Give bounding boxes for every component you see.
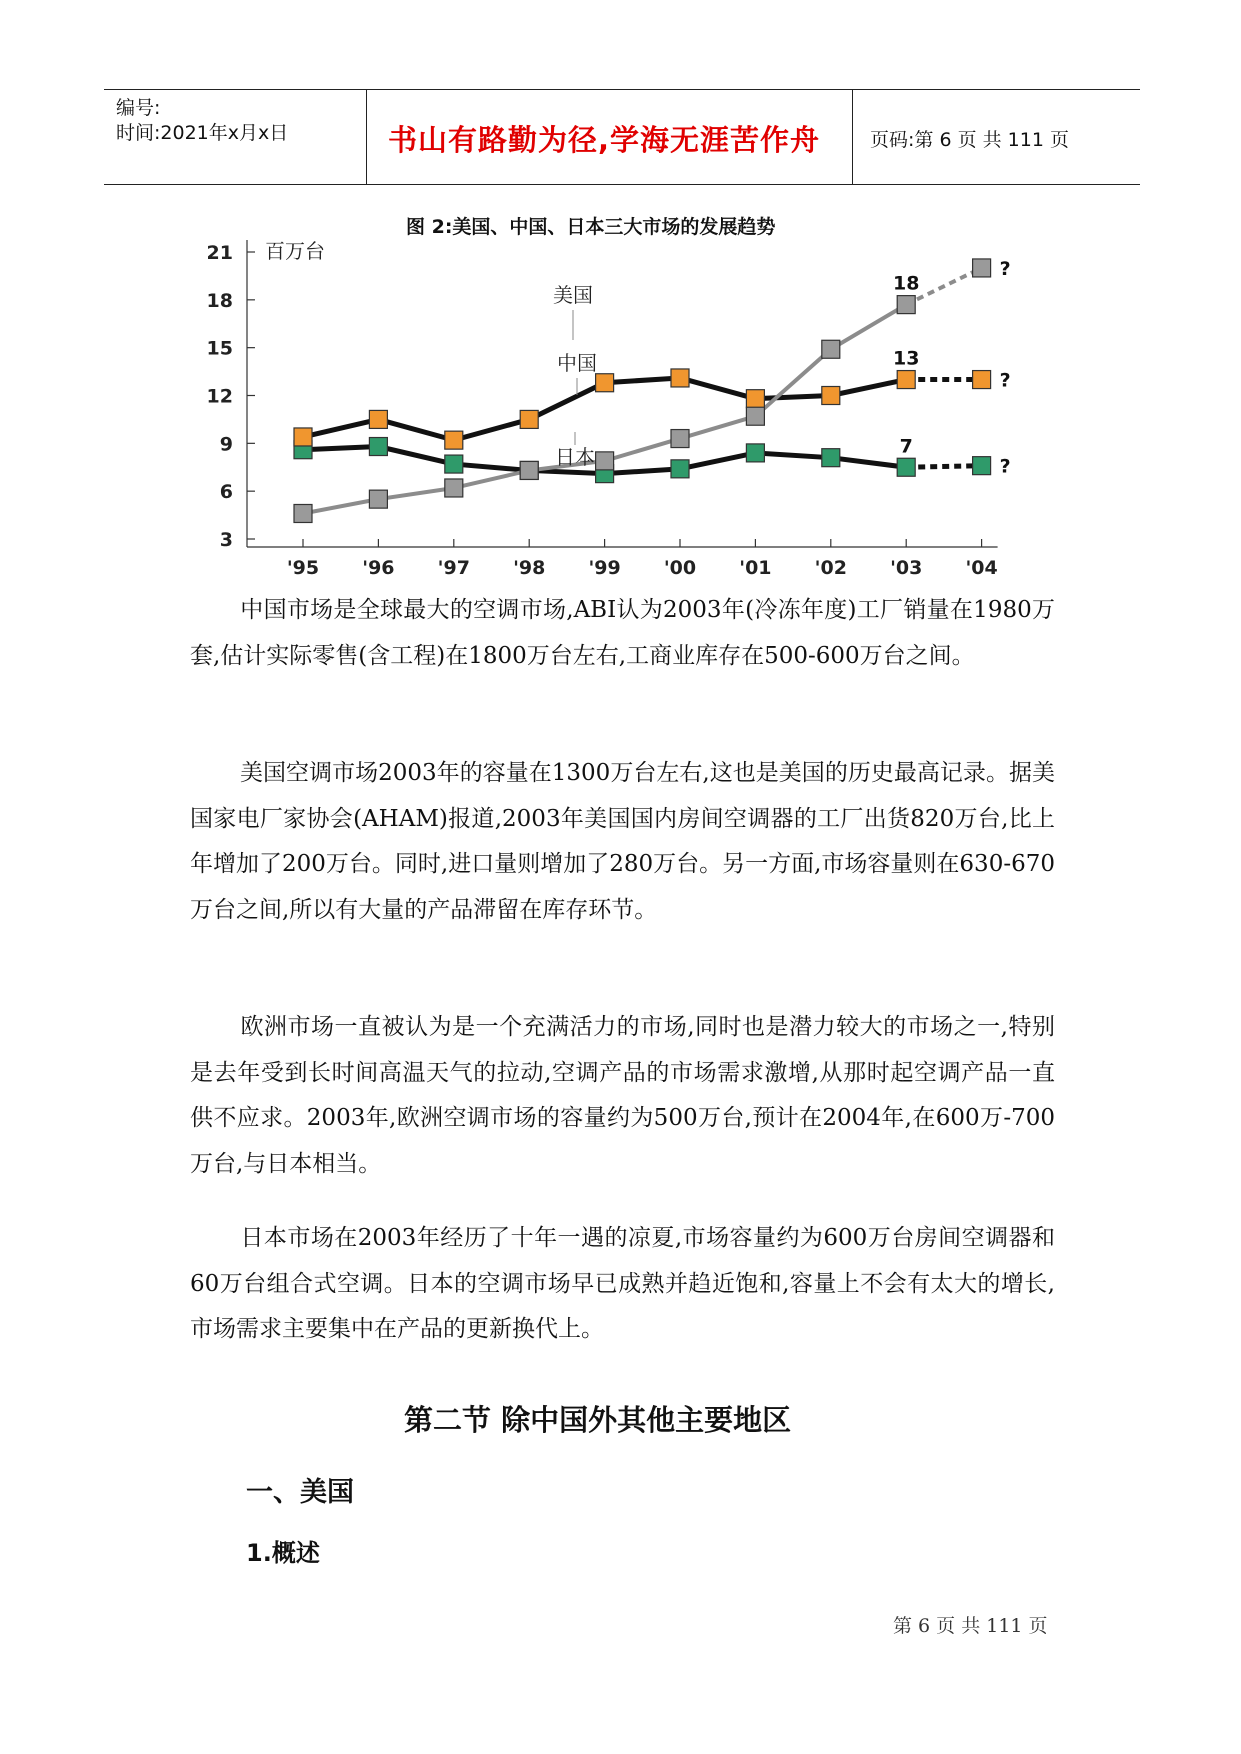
data-point	[822, 387, 840, 405]
y-tick-label: 9	[219, 433, 233, 456]
x-tick-label: '04	[965, 557, 998, 579]
data-label: 18	[892, 272, 920, 295]
data-point	[973, 259, 991, 277]
x-tick-label: '00	[663, 557, 697, 579]
data-point	[897, 458, 915, 476]
data-point	[746, 390, 764, 408]
y-unit-label: 百万台	[265, 239, 325, 263]
header-divider	[852, 90, 853, 184]
data-point	[671, 369, 689, 387]
data-label: 7	[899, 435, 913, 458]
header-number-label: 编号:	[116, 97, 161, 119]
data-point	[671, 430, 689, 448]
paragraph-japan: 日本市场在2003年经历了十年一遇的凉夏,市场容量约为600万台房间空调器和60万台组合式空调。日本的空调市场早已成熟并趋近饱和,容量上不会有太大的增长,市场需求主要集中在产品的更新换代上。	[190, 1225, 1055, 1342]
header-divider	[366, 90, 367, 184]
data-point	[822, 340, 840, 358]
data-point	[596, 452, 614, 470]
data-point	[671, 460, 689, 478]
header-time-label: 时间:2021年x月x日	[116, 122, 289, 144]
data-point	[897, 296, 915, 314]
subsection-title: 一、美国	[246, 1477, 354, 1508]
series-label: 中国	[557, 351, 597, 375]
y-tick-label: 21	[206, 242, 233, 264]
chart-svg	[206, 210, 1015, 580]
page-footer: 第 6 页 共 111 页	[893, 1615, 1048, 1637]
data-point	[520, 410, 538, 428]
data-point	[973, 371, 991, 389]
y-tick-label: 12	[206, 385, 233, 408]
header-page-label: 页码:第 6 页 共 111 页	[870, 129, 1069, 151]
chart-title: 图 2:美国、中国、日本三大市场的发展趋势	[406, 216, 776, 238]
data-point	[973, 457, 991, 475]
x-tick-label: '03	[890, 557, 923, 579]
data-point	[520, 461, 538, 479]
page-header	[104, 89, 1140, 185]
header-motto: 书山有路勤为径,学海无涯苦作舟	[388, 123, 821, 157]
series-projection-line	[906, 466, 981, 468]
data-point	[445, 431, 463, 449]
projection-mark: ?	[999, 257, 1011, 280]
y-tick-label: 18	[206, 289, 233, 312]
y-tick-label: 6	[219, 481, 233, 504]
data-point	[369, 438, 387, 456]
x-tick-label: '01	[739, 557, 772, 579]
data-point	[294, 428, 312, 446]
data-point	[897, 371, 915, 389]
x-tick-label: '95	[286, 557, 320, 579]
subsubsection-title: 1.概述	[246, 1539, 320, 1567]
data-point	[369, 490, 387, 508]
paragraph-china: 中国市场是全球最大的空调市场,ABI认为2003年(冷冻年度)工厂销量在1980万套,估计实际零售(含工程)在1800万台左右,工商业库存在500-600万台之间。	[190, 597, 1055, 669]
x-tick-label: '02	[814, 557, 847, 579]
data-point	[746, 444, 764, 462]
data-point	[596, 374, 614, 392]
x-tick-label: '96	[362, 557, 395, 579]
data-point	[369, 410, 387, 428]
data-point	[445, 479, 463, 497]
series-label: 美国	[553, 283, 593, 307]
paragraph-europe: 欧洲市场一直被认为是一个充满活力的市场,同时也是潜力较大的市场之一,特别是去年受到长时间高温天气的拉动,空调产品的市场需求激增,从那时起空调产品一直供不应求。2003年,欧洲空调市场的容量约为500万台,预计在2004年,在600万-700万台,与日本相当。	[190, 1014, 1055, 1177]
x-tick-label: '98	[513, 557, 546, 579]
paragraph-usa: 美国空调市场2003年的容量在1300万台左右,这也是美国的历史最高记录。据美国家电厂家协会(AHAM)报道,2003年美国国内房间空调器的工厂出货820万台,比上年增加了200万台。同时,进口量则增加了280万台。另一方面,市场容量则在630-670万台之间,所以有大量的产品滞留在库存环节。	[190, 760, 1055, 923]
projection-mark: ?	[999, 455, 1011, 478]
y-tick-label: 3	[219, 529, 233, 551]
x-tick-label: '97	[437, 557, 470, 579]
data-point	[746, 407, 764, 425]
projection-mark: ?	[999, 369, 1011, 392]
data-point	[822, 449, 840, 467]
series-label: 日本	[555, 445, 595, 469]
data-point	[294, 504, 312, 522]
section-title: 第二节 除中国外其他主要地区	[404, 1403, 792, 1437]
data-point	[445, 455, 463, 473]
y-tick-label: 15	[206, 337, 233, 360]
data-label: 13	[892, 347, 920, 370]
x-tick-label: '99	[588, 557, 621, 579]
